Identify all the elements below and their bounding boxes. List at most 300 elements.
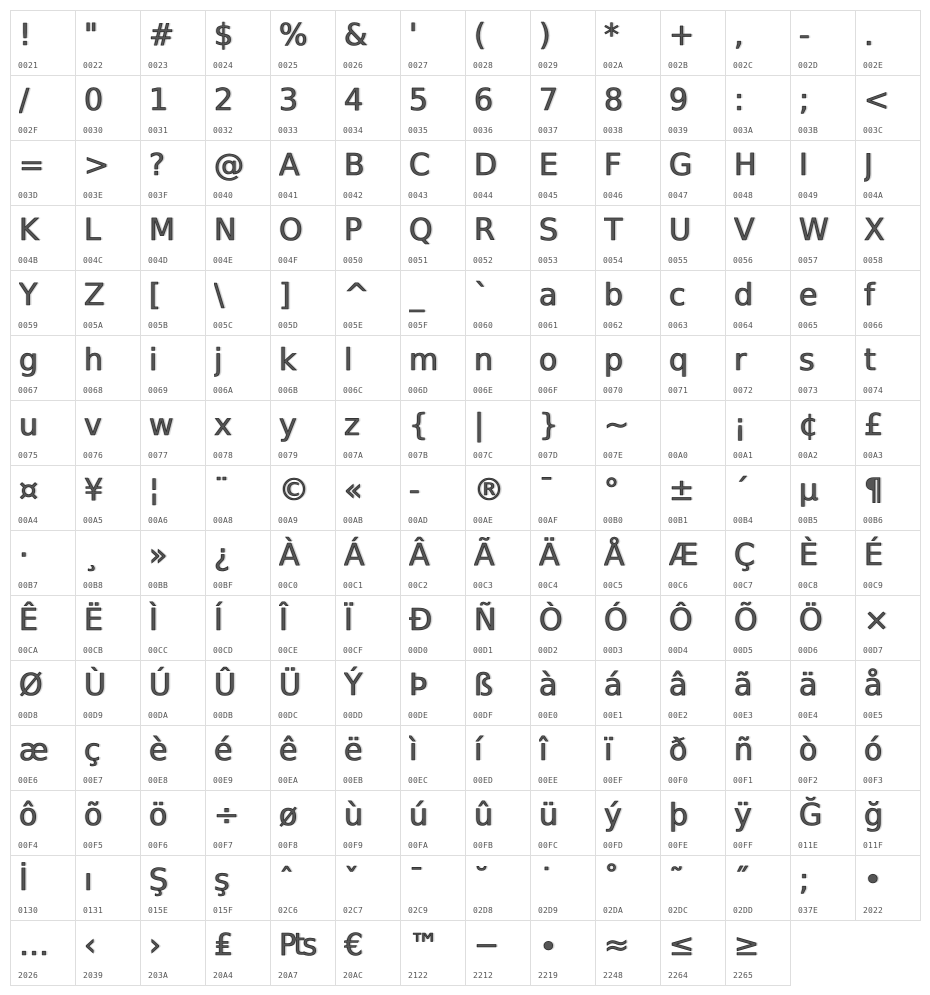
glyph-codepoint: 0057: [798, 256, 819, 265]
glyph-codepoint: 00B8: [83, 581, 104, 590]
glyph-cell: [205, 660, 271, 726]
glyph-codepoint: 0045: [538, 191, 559, 200]
glyph-cell: [10, 855, 76, 921]
glyph-cell: [335, 400, 401, 466]
glyph-cell: [270, 855, 336, 921]
glyph-cell: [465, 595, 531, 661]
glyph-cell: [530, 335, 596, 401]
glyph-sample: ì: [409, 733, 418, 768]
glyph-sample: ö: [149, 798, 168, 833]
glyph-codepoint: 02DC: [668, 906, 689, 915]
glyph-cell: [270, 465, 336, 531]
glyph-cell: [725, 920, 791, 986]
glyph-sample: À: [279, 538, 300, 573]
glyph-sample: y: [279, 408, 297, 443]
glyph-codepoint: 00D3: [603, 646, 624, 655]
glyph-codepoint: 0028: [473, 61, 494, 70]
glyph-codepoint: 00A3: [863, 451, 884, 460]
glyph-codepoint: 20AC: [343, 971, 364, 980]
glyph-sample: ‹: [84, 928, 96, 963]
glyph-cell: [725, 270, 791, 336]
glyph-cell: [465, 10, 531, 76]
glyph-cell: [660, 660, 726, 726]
glyph-codepoint: 011E: [798, 841, 819, 850]
glyph-codepoint: 00C3: [473, 581, 494, 590]
glyph-codepoint: 015F: [213, 906, 234, 915]
glyph-sample: ¨: [214, 473, 229, 508]
glyph-cell: [205, 75, 271, 141]
glyph-codepoint: 0031: [148, 126, 169, 135]
glyph-cell: [595, 140, 661, 206]
glyph-cell: [400, 400, 466, 466]
glyph-sample: <: [864, 83, 890, 118]
glyph-codepoint: 00A4: [18, 516, 39, 525]
glyph-cell: [465, 660, 531, 726]
glyph-sample: é: [214, 733, 233, 768]
glyph-codepoint: 00D8: [18, 711, 39, 720]
glyph-codepoint: 00EC: [408, 776, 429, 785]
glyph-sample: !: [19, 18, 32, 53]
glyph-codepoint: 00FE: [668, 841, 689, 850]
glyph-sample: E: [539, 148, 558, 183]
glyph-codepoint: 00CE: [278, 646, 299, 655]
glyph-cell: [400, 790, 466, 856]
glyph-cell: [465, 75, 531, 141]
glyph-cell: [855, 660, 921, 726]
glyph-sample: ]: [279, 278, 291, 313]
glyph-sample: Ş: [149, 863, 169, 898]
glyph-codepoint: 0039: [668, 126, 689, 135]
glyph-codepoint: 00F0: [668, 776, 689, 785]
glyph-sample: ğ: [864, 798, 884, 833]
glyph-sample: ¡: [734, 408, 747, 443]
glyph-cell: [855, 400, 921, 466]
glyph-cell: [465, 920, 531, 986]
glyph-codepoint: 00E4: [798, 711, 819, 720]
glyph-codepoint: 02D8: [473, 906, 494, 915]
glyph-codepoint: 0076: [83, 451, 104, 460]
glyph-cell: [10, 75, 76, 141]
glyph-cell: [400, 725, 466, 791]
glyph-sample: ×: [864, 603, 890, 638]
glyph-codepoint: 00FA: [408, 841, 429, 850]
glyph-codepoint: 00E2: [668, 711, 689, 720]
glyph-cell: [855, 10, 921, 76]
glyph-sample: l: [344, 343, 353, 378]
glyph-codepoint: 006B: [278, 386, 299, 395]
glyph-codepoint: 0060: [473, 321, 494, 330]
glyph-sample: 3: [279, 83, 299, 118]
glyph-codepoint: 00F5: [83, 841, 104, 850]
glyph-sample: ñ: [734, 733, 754, 768]
glyph-codepoint: 00A2: [798, 451, 819, 460]
glyph-cell: [660, 400, 726, 466]
glyph-sample: µ: [799, 473, 819, 508]
glyph-sample: k: [279, 343, 297, 378]
glyph-sample: b: [604, 278, 624, 313]
glyph-codepoint: 004B: [18, 256, 39, 265]
glyph-codepoint: 00E5: [863, 711, 884, 720]
glyph-codepoint: 00D7: [863, 646, 884, 655]
glyph-sample: ₧: [279, 928, 318, 963]
glyph-sample: L: [84, 213, 101, 248]
glyph-codepoint: 006C: [343, 386, 364, 395]
glyph-codepoint: 003B: [798, 126, 819, 135]
glyph-sample: (: [474, 18, 486, 53]
glyph-cell: [855, 725, 921, 791]
glyph-cell: [140, 335, 206, 401]
glyph-cell: [855, 140, 921, 206]
glyph-cell: [270, 725, 336, 791]
glyph-sample: °: [604, 473, 619, 508]
glyph-codepoint: 006E: [473, 386, 494, 395]
glyph-codepoint: 006D: [408, 386, 429, 395]
glyph-cell: [75, 660, 141, 726]
glyph-sample: ≤: [669, 928, 695, 963]
glyph-cell: [205, 10, 271, 76]
glyph-cell: [140, 595, 206, 661]
glyph-sample: ê: [279, 733, 298, 768]
glyph-codepoint: 037E: [798, 906, 819, 915]
glyph-cell: [595, 530, 661, 596]
glyph-codepoint: 0021: [18, 61, 39, 70]
glyph-sample: P: [344, 213, 363, 248]
glyph-sample: ;: [799, 83, 810, 118]
glyph-sample: Û: [214, 668, 236, 703]
glyph-sample: ¦: [149, 473, 160, 508]
glyph-sample: ¥: [84, 473, 104, 508]
glyph-sample: Ö: [799, 603, 823, 638]
glyph-sample: *: [604, 18, 619, 53]
glyph-codepoint: 003F: [148, 191, 169, 200]
glyph-codepoint: 00A5: [83, 516, 104, 525]
glyph-cell: [335, 10, 401, 76]
glyph-cell: [855, 465, 921, 531]
glyph-sample: F: [604, 148, 622, 183]
glyph-sample: Ð: [409, 603, 433, 638]
glyph-cell: [725, 140, 791, 206]
glyph-cell: [205, 920, 271, 986]
glyph-codepoint: 00AF: [538, 516, 559, 525]
glyph-sample: {: [409, 408, 429, 443]
glyph-sample: D: [474, 148, 498, 183]
glyph-codepoint: 00CF: [343, 646, 364, 655]
glyph-sample: ¢: [799, 408, 819, 443]
glyph-sample: :: [734, 83, 745, 118]
glyph-sample: M: [149, 213, 175, 248]
glyph-cell: [335, 465, 401, 531]
glyph-cell: [75, 725, 141, 791]
glyph-cell: [725, 400, 791, 466]
glyph-codepoint: 0130: [18, 906, 39, 915]
glyph-sample: j: [214, 343, 223, 378]
glyph-sample: ß: [474, 668, 493, 703]
glyph-codepoint: 003C: [863, 126, 884, 135]
glyph-sample: w: [149, 408, 174, 443]
glyph-cell: [725, 10, 791, 76]
glyph-codepoint: 2265: [733, 971, 754, 980]
glyph-cell: [270, 660, 336, 726]
glyph-codepoint: 2264: [668, 971, 689, 980]
glyph-sample: è: [149, 733, 168, 768]
glyph-sample: ): [539, 18, 551, 53]
glyph-codepoint: 002F: [18, 126, 39, 135]
glyph-sample: ±: [669, 473, 695, 508]
glyph-codepoint: 0025: [278, 61, 299, 70]
glyph-cell: [595, 725, 661, 791]
glyph-cell: [855, 790, 921, 856]
glyph-codepoint: 0033: [278, 126, 299, 135]
glyph-codepoint: 00AE: [473, 516, 494, 525]
glyph-codepoint: 0041: [278, 191, 299, 200]
glyph-sample: i: [149, 343, 158, 378]
glyph-sample: Ğ: [799, 798, 823, 833]
glyph-cell: [595, 790, 661, 856]
glyph-cell: [205, 335, 271, 401]
glyph-codepoint: 00BF: [213, 581, 234, 590]
glyph-cell: [530, 595, 596, 661]
glyph-sample: ú: [409, 798, 429, 833]
glyph-codepoint: 002D: [798, 61, 819, 70]
glyph-codepoint: 007C: [473, 451, 494, 460]
glyph-cell: [140, 400, 206, 466]
glyph-sample: c: [669, 278, 686, 313]
glyph-sample: h: [84, 343, 104, 378]
glyph-cell: [335, 75, 401, 141]
glyph-codepoint: 003D: [18, 191, 39, 200]
glyph-codepoint: 00D0: [408, 646, 429, 655]
glyph-codepoint: 00CB: [83, 646, 104, 655]
glyph-sample: K: [19, 213, 39, 248]
glyph-cell: [790, 140, 856, 206]
glyph-cell: [75, 530, 141, 596]
glyph-cell: [725, 530, 791, 596]
glyph-sample: þ: [669, 798, 689, 833]
glyph-codepoint: 0079: [278, 451, 299, 460]
glyph-sample: >: [84, 148, 110, 183]
glyph-sample: ₤: [214, 928, 234, 963]
glyph-codepoint: 00E6: [18, 776, 39, 785]
glyph-sample: ˙: [539, 863, 554, 898]
glyph-sample: ;: [799, 863, 810, 898]
glyph-cell: [10, 140, 76, 206]
glyph-sample: ¶: [864, 473, 884, 508]
glyph-codepoint: 00A0: [668, 451, 689, 460]
glyph-codepoint: 0066: [863, 321, 884, 330]
glyph-codepoint: 0046: [603, 191, 624, 200]
glyph-sample: }: [539, 408, 559, 443]
glyph-codepoint: 00F8: [278, 841, 299, 850]
glyph-codepoint: 0049: [798, 191, 819, 200]
glyph-cell: [400, 205, 466, 271]
glyph-codepoint: 00D2: [538, 646, 559, 655]
glyph-cell: [660, 10, 726, 76]
glyph-sample: H: [734, 148, 757, 183]
glyph-codepoint: 00F4: [18, 841, 39, 850]
glyph-codepoint: 02C9: [408, 906, 429, 915]
glyph-sample: Ø: [19, 668, 43, 703]
glyph-codepoint: 0068: [83, 386, 104, 395]
glyph-cell: [660, 335, 726, 401]
glyph-sample: =: [19, 148, 45, 183]
glyph-cell: [10, 400, 76, 466]
glyph-cell: [270, 270, 336, 336]
glyph-codepoint: 0075: [18, 451, 39, 460]
glyph-codepoint: 0038: [603, 126, 624, 135]
glyph-cell: [270, 335, 336, 401]
glyph-codepoint: 0026: [343, 61, 364, 70]
glyph-cell: [790, 335, 856, 401]
glyph-codepoint: 0037: [538, 126, 559, 135]
glyph-sample: Õ: [734, 603, 758, 638]
glyph-codepoint: 0053: [538, 256, 559, 265]
glyph-sample: İ: [19, 863, 28, 898]
glyph-sample: ·: [19, 538, 29, 573]
glyph-cell: [530, 920, 596, 986]
glyph-cell: [75, 790, 141, 856]
glyph-sample: Ï: [344, 603, 353, 638]
glyph-sample: s: [799, 343, 815, 378]
glyph-cell: [10, 335, 76, 401]
glyph-cell: [465, 335, 531, 401]
glyph-cell: [400, 270, 466, 336]
glyph-codepoint: 0047: [668, 191, 689, 200]
glyph-cell: [660, 205, 726, 271]
glyph-codepoint: 0036: [473, 126, 494, 135]
glyph-sample: ≥: [734, 928, 760, 963]
glyph-cell: [595, 335, 661, 401]
glyph-cell: [335, 725, 401, 791]
glyph-cell: [10, 205, 76, 271]
glyph-cell: [530, 270, 596, 336]
glyph-codepoint: 00A1: [733, 451, 754, 460]
glyph-codepoint: 00E0: [538, 711, 559, 720]
glyph-codepoint: 00B4: [733, 516, 754, 525]
glyph-sample: ø: [279, 798, 298, 833]
glyph-cell: [75, 465, 141, 531]
glyph-cell: [790, 855, 856, 921]
glyph-sample: û: [474, 798, 494, 833]
glyph-codepoint: 0052: [473, 256, 494, 265]
glyph-codepoint: 02DA: [603, 906, 624, 915]
glyph-codepoint: 00BB: [148, 581, 169, 590]
glyph-codepoint: 0034: [343, 126, 364, 135]
glyph-cell: [595, 855, 661, 921]
glyph-cell: [660, 595, 726, 661]
glyph-sample: í: [474, 733, 483, 768]
glyph-sample: 8: [604, 83, 624, 118]
glyph-codepoint: 00FF: [733, 841, 754, 850]
glyph-cell: [855, 530, 921, 596]
glyph-sample: »: [149, 538, 168, 573]
glyph-cell: [855, 335, 921, 401]
glyph-sample: â: [669, 668, 688, 703]
glyph-codepoint: 00F7: [213, 841, 234, 850]
glyph-cell: [725, 790, 791, 856]
glyph-cell: [660, 920, 726, 986]
glyph-cell: [10, 660, 76, 726]
glyph-codepoint: 00DA: [148, 711, 169, 720]
glyph-sample: n: [474, 343, 494, 378]
glyph-codepoint: 00AD: [408, 516, 429, 525]
glyph-cell: [855, 75, 921, 141]
glyph-sample: ≈: [604, 928, 630, 963]
glyph-cell: [10, 465, 76, 531]
glyph-cell: [790, 595, 856, 661]
glyph-codepoint: 0069: [148, 386, 169, 395]
glyph-sample: .: [864, 18, 874, 53]
glyph-sample: ˚: [604, 863, 619, 898]
glyph-codepoint: 00D9: [83, 711, 104, 720]
glyph-sample: É: [864, 538, 883, 573]
glyph-sample: q: [669, 343, 689, 378]
glyph-cell: [400, 10, 466, 76]
glyph-cell: [790, 465, 856, 531]
glyph-sample: r: [734, 343, 747, 378]
glyph-codepoint: 00C8: [798, 581, 819, 590]
glyph-codepoint: 00FC: [538, 841, 559, 850]
glyph-sample: á: [604, 668, 623, 703]
glyph-codepoint: 00F2: [798, 776, 819, 785]
glyph-sample: [: [149, 278, 161, 313]
glyph-codepoint: 00DD: [343, 711, 364, 720]
glyph-sample: N: [214, 213, 237, 248]
glyph-sample: …: [19, 928, 49, 963]
glyph-codepoint: 00F3: [863, 776, 884, 785]
glyph-sample: à: [539, 668, 558, 703]
glyph-codepoint: 003A: [733, 126, 754, 135]
glyph-cell: [140, 855, 206, 921]
glyph-sample: ð: [669, 733, 688, 768]
glyph-sample: @: [214, 148, 244, 183]
glyph-cell: [465, 530, 531, 596]
glyph-cell: [400, 140, 466, 206]
glyph-sample: ı: [84, 863, 93, 898]
glyph-sample: B: [344, 148, 365, 183]
glyph-cell: [595, 595, 661, 661]
glyph-sample: S: [539, 213, 559, 248]
glyph-cell: [270, 400, 336, 466]
glyph-cell: [465, 855, 531, 921]
glyph-codepoint: 00DF: [473, 711, 494, 720]
glyph-cell: [530, 790, 596, 856]
glyph-cell: [75, 595, 141, 661]
glyph-codepoint: 00E1: [603, 711, 624, 720]
glyph-cell: [205, 140, 271, 206]
glyph-sample: T: [604, 213, 623, 248]
glyph-cell: [270, 10, 336, 76]
glyph-codepoint: 00B1: [668, 516, 689, 525]
glyph-sample: ¯: [539, 473, 554, 508]
glyph-cell: [75, 140, 141, 206]
glyph-sample: Ó: [604, 603, 628, 638]
glyph-sample: ä: [799, 668, 818, 703]
glyph-cell: [725, 725, 791, 791]
glyph-codepoint: 0054: [603, 256, 624, 265]
glyph-codepoint: 20A4: [213, 971, 234, 980]
glyph-sample: Ô: [669, 603, 693, 638]
glyph-sample: ˆ: [279, 863, 294, 898]
glyph-sample: ´: [734, 473, 749, 508]
glyph-cell: [595, 920, 661, 986]
glyph-cell: [400, 75, 466, 141]
glyph-cell: [10, 270, 76, 336]
glyph-sample: Ì: [149, 603, 158, 638]
glyph-sample: ó: [864, 733, 883, 768]
glyph-cell: [205, 595, 271, 661]
glyph-sample: C: [409, 148, 430, 183]
glyph-sample: Ñ: [474, 603, 497, 638]
